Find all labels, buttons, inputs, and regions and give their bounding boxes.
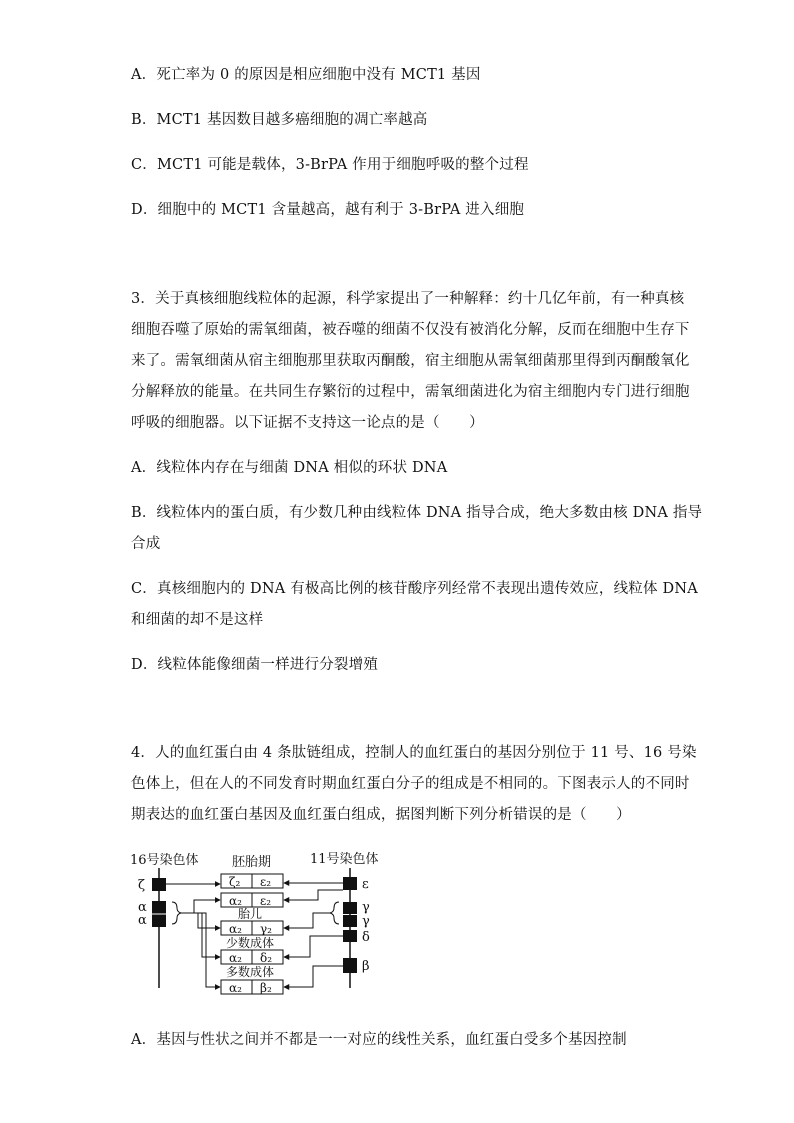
hemoglobin-gene-diagram [128,846,398,1006]
gene-delta-block [343,930,357,942]
protein-4-left: α₂ [229,951,242,965]
gene-delta-label: δ [362,930,370,945]
protein-box-1 [221,874,283,889]
chr11-label: 11号染色体 [310,852,379,867]
q3-option-b-line-1: B．线粒体内的蛋白质，有少数几种由线粒体 DNA 指导合成，绝大多数由核 DNA 指导 [131,505,703,521]
gene-gamma1-label: γ [362,900,370,915]
protein-2-left: α₂ [229,894,242,908]
q3-stem-line-4: 分解释放的能量。在共同生存繁衍的过程中，需氧细菌进化为宿主细胞内专门进行细胞 [131,384,690,400]
stage-label-minority-adult: 少数成体 [226,936,275,950]
arrows-from-chr16 [166,884,220,987]
q4-option-a: A．基因与性状之间并不都是一一对应的线性关系，血红蛋白受多个基因控制 [131,1032,627,1048]
q3-option-a: A．线粒体内存在与细菌 DNA 相似的环状 DNA [131,460,448,476]
gene-gamma2-block [343,915,357,927]
q2-option-a: A．死亡率为 0 的原因是相应细胞中没有 MCT1 基因 [131,67,481,83]
q2-option-d: D．细胞中的 MCT1 含量越高，越有利于 3-BrPA 进入细胞 [131,202,525,218]
gene-beta-block [343,958,357,973]
q2-option-b: B．MCT1 基因数目越多癌细胞的凋亡率越高 [131,112,428,128]
stage-label-embryo: 胚胎期 [232,855,272,870]
stage-label-majority-adult: 多数成体 [226,965,275,979]
arrows-from-chr11 [284,883,343,987]
protein-1-right: ε₂ [260,875,272,889]
q3-stem-line-5: 呼吸的细胞器。以下证据不支持这一论点的是（ ） [131,415,484,431]
gene-zeta-block [152,878,166,891]
gene-alpha2-block [152,914,166,927]
q4-stem-line-2: 色体上，但在人的不同发育时期血红蛋白分子的组成是不相同的。下图表示人的不同时 [131,776,690,792]
alpha-brace [172,902,181,924]
q2-option-c: C．MCT1 可能是载体，3-BrPA 作用于细胞呼吸的整个过程 [131,157,529,173]
q3-stem-line-1: 3．关于真核细胞线粒体的起源，科学家提出了一种解释：约十几亿年前，有一种真核 [131,291,685,307]
protein-box-4 [221,950,283,965]
gene-beta-label: β [362,959,370,974]
protein-4-right: δ₂ [260,951,273,965]
gamma-brace [330,902,339,924]
q3-stem-line-3: 来了。需氧细菌从宿主细胞那里获取丙酮酸，宿主细胞从需氧细菌那里得到丙酮酸氧化 [131,353,690,369]
gene-zeta-label: ζ [138,878,146,893]
gene-alpha1-label: α [138,900,147,915]
chr16-label: 16号染色体 [130,853,199,868]
protein-5-left: α₂ [229,981,242,995]
gene-epsilon-block [343,877,357,890]
protein-1-left: ζ₂ [229,875,241,889]
protein-2-right: ε₂ [260,894,272,908]
protein-box-3 [221,921,283,936]
protein-box-5 [221,980,283,995]
gene-epsilon-label: ε [362,877,369,892]
q3-option-b-line-2: 合成 [131,536,161,552]
q4-stem-line-3: 期表达的血红蛋白基因及血红蛋白组成，据图判断下列分析错误的是（ ） [131,807,631,823]
q3-option-c-line-2: 和细菌的却不是这样 [131,612,264,628]
protein-3-right: γ₂ [260,922,272,936]
q3-stem-line-2: 细胞吞噬了原始的需氧细菌，被吞噬的细菌不仅没有被消化分解，反而在细胞中生存下 [131,322,690,338]
gene-alpha1-block [152,901,166,914]
stage-label-fetus: 胎儿 [238,907,263,921]
protein-box-2 [221,893,283,908]
q4-stem-line-1: 4．人的血红蛋白由 4 条肽链组成，控制人的血红蛋白的基因分别位于 11 号、16 号染 [131,745,697,761]
gene-alpha2-label: α [138,913,147,928]
protein-3-left: α₂ [229,922,242,936]
q3-option-c-line-1: C．真核细胞内的 DNA 有极高比例的核苷酸序列经常不表现出遗传效应，线粒体 DNA [131,581,698,597]
gene-gamma1-block [343,902,357,914]
q3-option-d: D．线粒体能像细菌一样进行分裂增殖 [131,657,379,673]
protein-5-right: β₂ [260,981,272,995]
gene-gamma2-label: γ [362,914,370,929]
